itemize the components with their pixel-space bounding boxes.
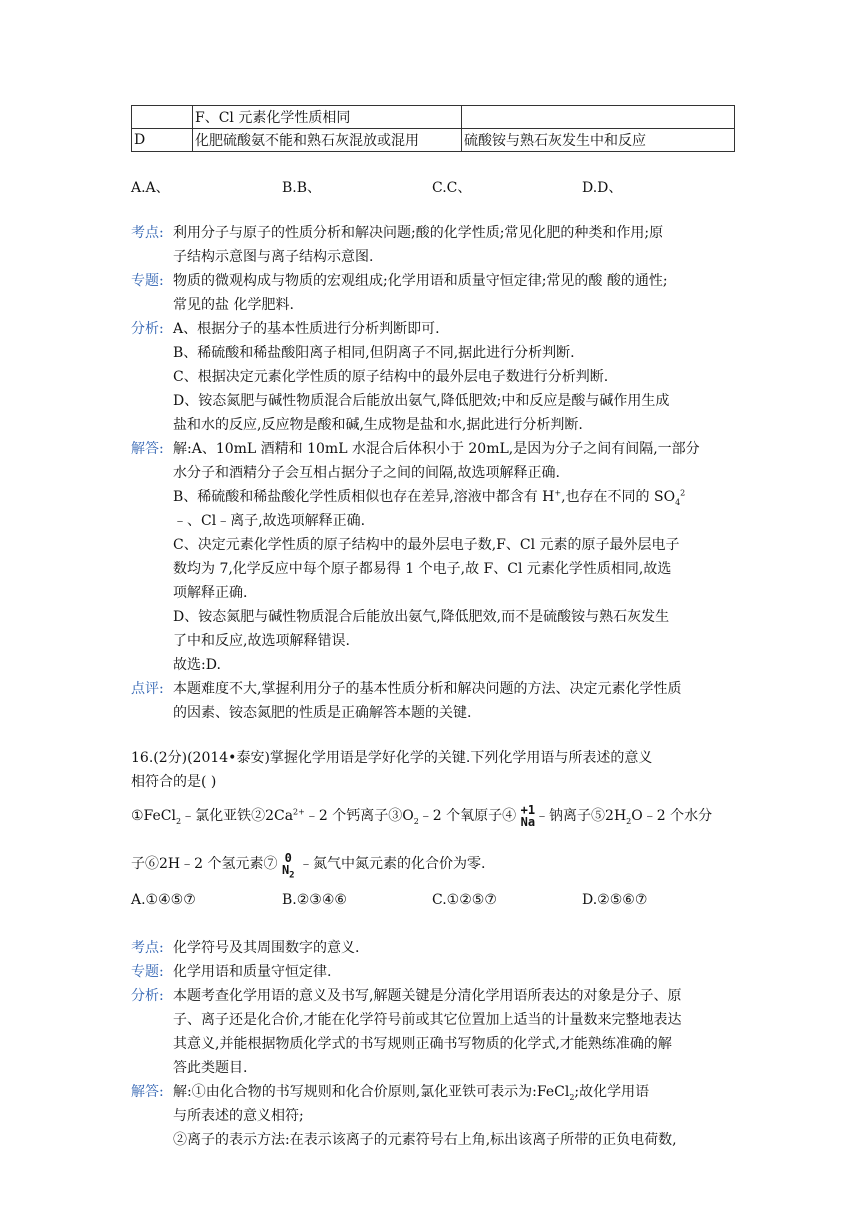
superscript: +	[554, 488, 562, 498]
zhuanti-line: 化学用语和质量守恒定律.	[173, 964, 332, 980]
fenxi-line: 答此类题目.	[173, 1060, 248, 1076]
text-span: ﹣钠离子⑤2H	[535, 808, 627, 824]
answer-table	[131, 105, 735, 152]
option-a: A.A、	[131, 180, 170, 196]
jieda-line: ②离子的表示方法:在表示该离子的元素符号右上角,标出该离子所带的正负电荷数,	[173, 1132, 677, 1148]
zhuanti-label: 专题:	[131, 964, 164, 980]
jieda-line: 水分子和酒精分子会互相占据分子之间的间隔,故选项解释正确.	[173, 465, 560, 481]
text-span: ﹣2 个氧原子④	[418, 808, 517, 824]
option-b: B.②③④⑥	[282, 892, 347, 908]
jieda-line: 故选:D.	[173, 657, 221, 673]
subscript: 2	[175, 816, 182, 826]
question-stem: 16.(2分)(2014•泰安)掌握化学用语是学好化学的关键.下列化学用语与所表述的意义	[131, 750, 653, 766]
text-span: ﹣2 个钙离子③O	[304, 808, 414, 824]
table-cell: F、Cl 元素化学性质相同	[193, 106, 462, 129]
valence-top: +1	[520, 803, 536, 817]
text-span: 子⑥2H﹣2 个氢元素⑦	[131, 856, 278, 872]
fenxi-label: 分析:	[131, 988, 164, 1004]
subscript: 2	[569, 1092, 575, 1102]
statement-line	[131, 804, 712, 828]
jieda-line: 解:A、10mL 酒精和 10mL 水混合后体积小于 20mL,是因为分子之间有间隔,一部分	[173, 441, 700, 457]
fenxi-line: D、铵态氮肥与碱性物质混合后能放出氨气,降低肥效;中和反应是酸与碱作用生成	[173, 393, 670, 409]
subscript: 2	[289, 870, 295, 881]
jieda-label: 解答:	[131, 441, 164, 457]
table-cell	[462, 106, 735, 129]
jieda-label: 解答:	[131, 1084, 164, 1100]
jieda-line: 与所表述的意义相符;	[173, 1108, 304, 1124]
kaodian-line: 化学符号及其周围数字的意义.	[173, 940, 360, 956]
table-row	[132, 106, 735, 129]
text-span: B、稀硫酸和稀盐酸化学性质相似也存在差异,溶液中都含有 H	[173, 489, 555, 505]
text-span: ①FeCl	[131, 808, 176, 824]
sodium-valence-symbol	[521, 804, 535, 828]
element-symbol: N	[281, 863, 290, 877]
jieda-line: C、决定元素化学性质的原子结构中的最外层电子数,F、Cl 元素的原子最外层电子	[173, 537, 680, 553]
dianping-line: 的因素、铵态氮肥的性质是正确解答本题的关键.	[173, 705, 472, 721]
dianping-line: 本题难度不大,掌握利用分子的基本性质分析和解决问题的方法、决定元素化学性质	[173, 681, 682, 697]
fenxi-line: A、根据分子的基本性质进行分析判断即可.	[173, 321, 440, 337]
option-b: B.B、	[282, 180, 322, 196]
subscript: 2	[626, 816, 632, 826]
option-d: D.D、	[582, 180, 623, 196]
jieda-line: D、铵态氮肥与碱性物质混合后能放出氨气,降低肥效,而不是硫酸铵与熟石灰发生	[173, 609, 670, 625]
table-cell: 硫酸铵与熟石灰发生中和反应	[462, 129, 735, 152]
text-span: ,也存在不同的 SO	[561, 489, 676, 505]
text-span: ﹣氮气中氮元素的化合价为零.	[299, 856, 486, 872]
superscript: 2	[680, 488, 686, 498]
table-cell	[132, 106, 193, 129]
zhuanti-label: 专题:	[131, 273, 164, 289]
fenxi-line: C、根据决定元素化学性质的原子结构中的最外层电子数进行分析判断.	[173, 369, 609, 385]
fenxi-line: 盐和水的反应,反应物是酸和碱,生成物是盐和水,据此进行分析判断.	[173, 417, 583, 433]
valence-top: 0	[284, 851, 292, 865]
zhuanti-line: 常见的盐 化学肥料.	[173, 297, 294, 313]
text-span: ﹣氯化亚铁②2Ca	[181, 808, 294, 824]
fenxi-line: 子、离子还是化合价,才能在化学符号前或其它位置加上适当的计量数来完整地表达	[173, 1012, 682, 1028]
zhuanti-line: 物质的微观构成与物质的宏观组成;化学用语和质量守恒定律;常见的酸 酸的通性;	[173, 273, 668, 289]
text-span: O﹣2 个水分	[631, 808, 713, 824]
option-a: A.①④⑤⑦	[131, 892, 196, 908]
dianping-label: 点评:	[131, 681, 164, 697]
superscript: 2+	[293, 807, 305, 817]
jieda-line: 项解释正确.	[173, 585, 248, 601]
element-symbol: Na	[520, 815, 536, 829]
jieda-line: 了中和反应,故选项解释错误.	[173, 633, 350, 649]
text-span: 解:①由化合物的书写规则和化合价原则,氯化亚铁可表示为:FeCl	[173, 1084, 570, 1100]
subscript: 4	[675, 497, 681, 507]
statement-line	[131, 852, 486, 881]
fenxi-label: 分析:	[131, 321, 164, 337]
table-cell: 化肥硫酸氨不能和熟石灰混放或混用	[193, 129, 462, 152]
kaodian-line: 子结构示意图与离子结构示意图.	[173, 249, 374, 265]
jieda-line: 数均为 7,化学反应中每个原子都易得 1 个电子,故 F、Cl 元素化学性质相同,故选	[173, 561, 672, 577]
fenxi-line: B、稀硫酸和稀盐酸阳离子相同,但阴离子不同,据此进行分析判断.	[173, 345, 575, 361]
kaodian-label: 考点:	[131, 225, 164, 241]
kaodian-label: 考点:	[131, 940, 164, 956]
subscript: 2	[413, 816, 419, 826]
jieda-line	[173, 1081, 649, 1102]
fenxi-line: 其意义,并能根据物质化学式的书写规则正确书写物质的化学式,才能熟练准确的解	[173, 1036, 672, 1052]
table-row	[132, 129, 735, 152]
jieda-line: ﹣、Cl﹣离子,故选项解释正确.	[173, 513, 366, 529]
option-c: C.①②⑤⑦	[432, 892, 497, 908]
fenxi-line: 本题考查化学用语的意义及书写,解题关键是分清化学用语所表达的对象是分子、原	[173, 988, 682, 1004]
jieda-line	[173, 486, 685, 507]
table-cell: D	[132, 129, 193, 152]
kaodian-line: 利用分子与原子的性质分析和解决问题;酸的化学性质;常见化肥的种类和作用;原	[173, 225, 664, 241]
text-span: ;故化学用语	[574, 1084, 650, 1100]
nitrogen-valence-symbol	[282, 852, 295, 881]
option-c: C.C、	[432, 180, 472, 196]
option-d: D.②⑤⑥⑦	[582, 892, 648, 908]
question-stem: 相符合的是( )	[131, 774, 217, 790]
